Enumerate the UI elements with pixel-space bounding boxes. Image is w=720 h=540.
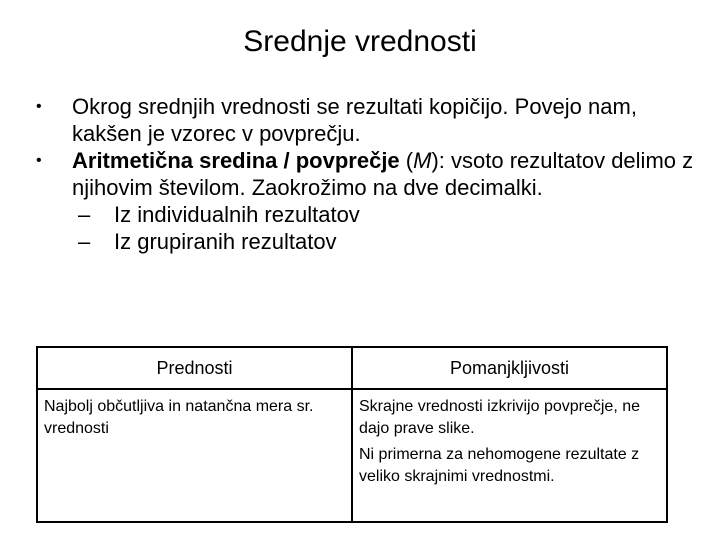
term-bold: Aritmetična sredina / povprečje	[72, 148, 400, 173]
slide-title: Srednje vrednosti	[243, 25, 477, 58]
disadvantage-text: Ni primerna za nehomogene rezultate z veliko skrajnimi vrednostmi.	[359, 446, 640, 485]
advantages-cell	[37, 389, 352, 522]
bullet-text: ): vsoto rezultatov delimo z njihovim številom. Zaokrožimo na dve decimalki.	[72, 148, 694, 200]
bullet-item	[36, 147, 696, 201]
paren-open: (	[399, 148, 414, 173]
dash-icon: –	[78, 202, 91, 227]
bullet-icon: •	[36, 98, 42, 115]
dash-icon: –	[78, 229, 91, 254]
advantage-text: Najbolj občutljiva in natančna mera sr. vrednosti	[44, 398, 314, 437]
bullet-text: Okrog srednjih vrednosti se rezultati kopičijo. Povejo nam, kakšen je vzorec v povprečju.	[72, 94, 637, 146]
disadvantages-cell	[352, 389, 667, 522]
table-row	[37, 389, 667, 522]
bullet-list	[36, 93, 696, 255]
symbol-m: M	[413, 148, 432, 173]
header-disadvantages: Pomanjkljivosti	[352, 347, 667, 389]
sub-item-text: Iz individualnih rezultatov	[114, 202, 360, 227]
bullet-item	[36, 93, 696, 147]
disadvantage-text: Skrajne vrednosti izkrivijo povprečje, ne dajo prave slike.	[359, 398, 641, 437]
bullet-icon: •	[36, 152, 42, 169]
sub-item	[36, 201, 696, 228]
sub-item	[36, 228, 696, 255]
sub-item-text: Iz grupiranih rezultatov	[114, 229, 337, 254]
comparison-table	[36, 346, 668, 523]
table-header-row	[37, 347, 667, 389]
header-advantages: Prednosti	[37, 347, 352, 389]
